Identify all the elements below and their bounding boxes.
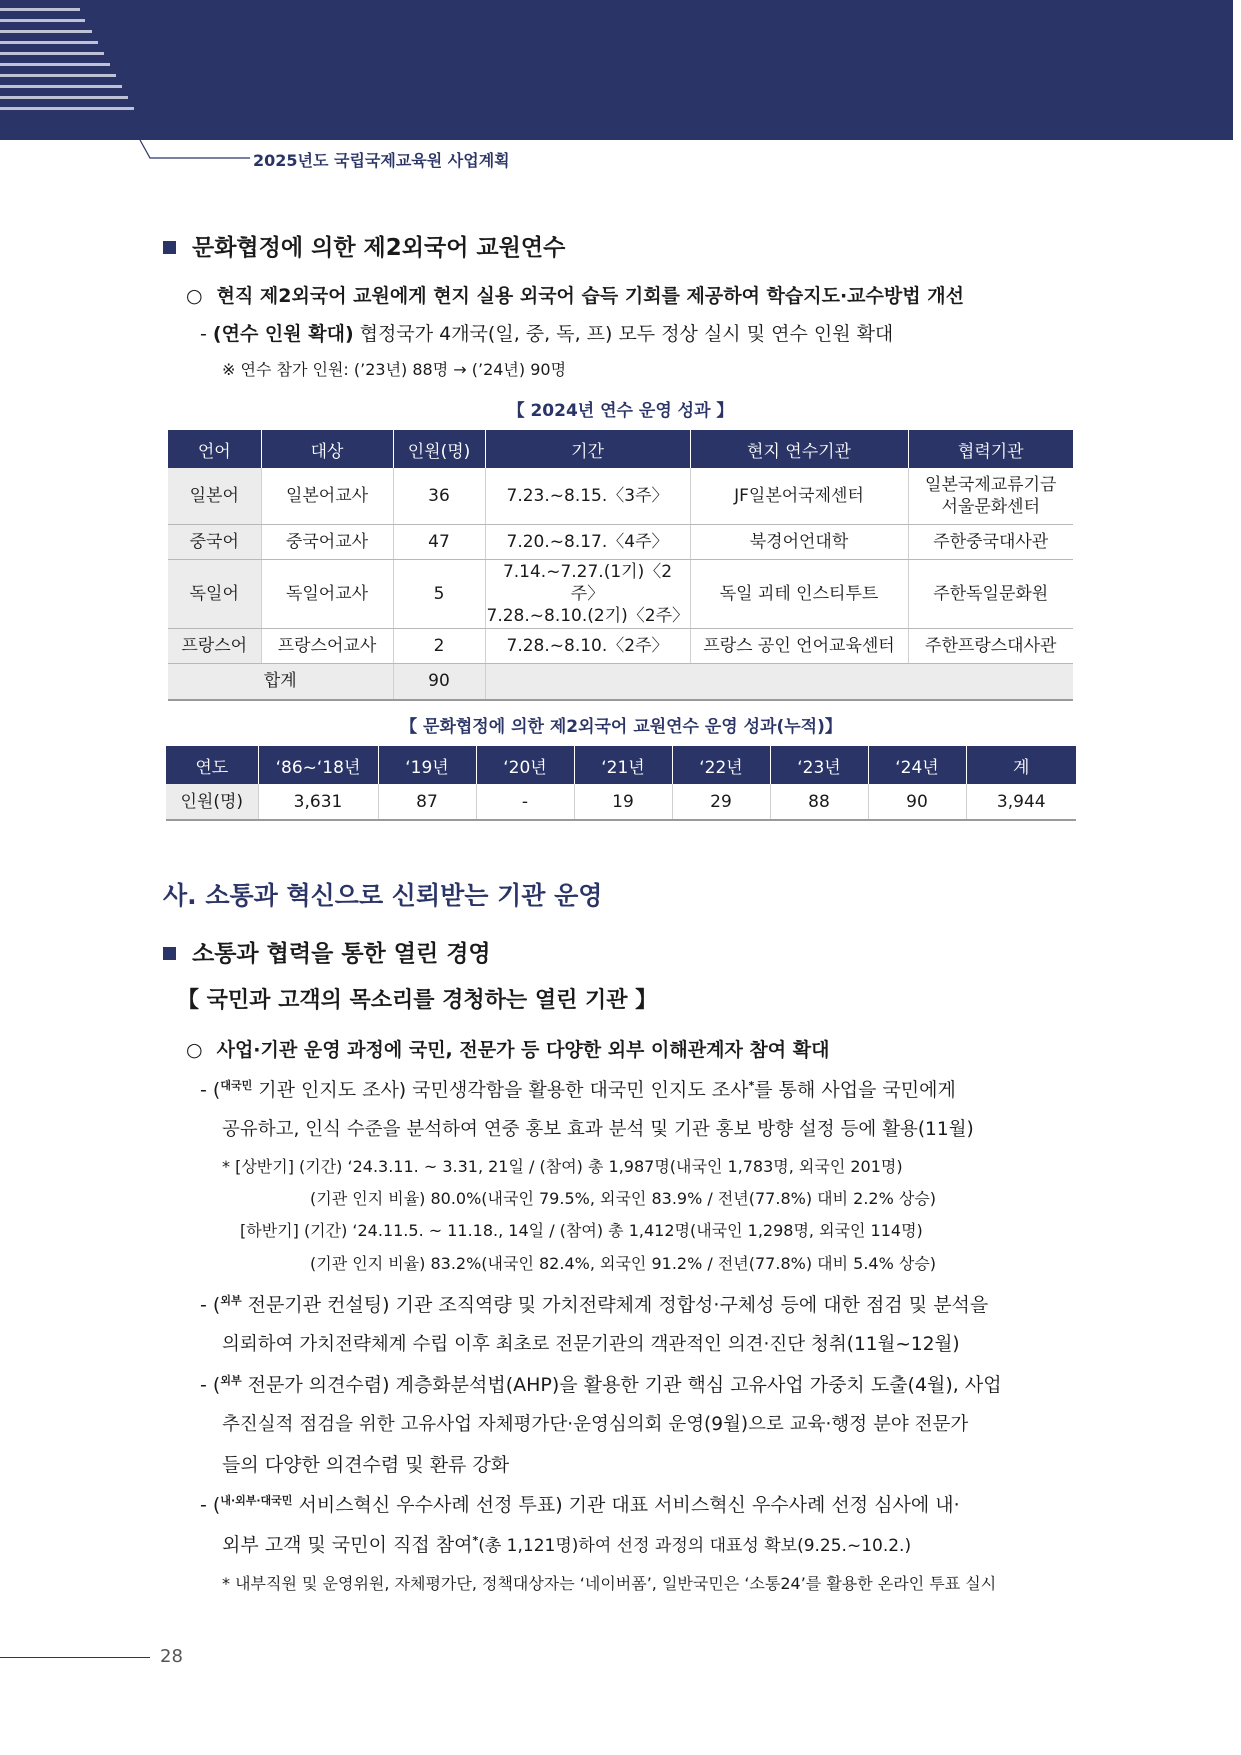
circle-bullet-icon: ○ — [186, 1039, 203, 1061]
cumulative-results-table — [166, 746, 1076, 821]
note: ※ 연수 참가 인원: (’23년) 88명 → (’24년) 90명 — [222, 360, 567, 379]
sub-item-cont: 추진실적 점검을 위한 고유사업 자체평가단·운영심의회 운영(9월)으로 교육·행정 분야 전문가 — [222, 1414, 969, 1435]
table-row: 중국어 중국어교사 47 7.20.~8.17.〈4주〉 북경어언대학 주한중국대사관 — [168, 524, 1073, 559]
table-caption: 【 문화협정에 의한 제2외국어 교원연수 운영 성과(누적)】 — [400, 717, 842, 737]
table-row: 인원(명) 3,631 87 - 19 29 88 90 3,944 — [166, 784, 1076, 820]
sub-item: - ($^{대국민}$ 기관 인지도 조사) 국민생각함을 활용한 대국민 인지도 조사*를 통해 사업을 국민에게 — [200, 1079, 956, 1101]
training-results-table — [168, 430, 1073, 701]
table-row: 프랑스어 프랑스어교사 2 7.28.~8.10.〈2주〉 프랑스 공인 언어교육센터 주한프랑스대사관 — [168, 628, 1073, 663]
sub-item: - ($^{내\cdot 외부\cdot 대국민}$ 서비스혁신 우수사례 선정 투표) 기관 대표 서비스혁신 우수사례 선정 심사에 내· — [200, 1494, 960, 1516]
header-divider — [0, 140, 250, 160]
bullet-item: ○ 사업·기관 운영 과정에 국민, 전문가 등 다양한 외부 이해관계자 참여 확대 — [186, 1039, 830, 1061]
sub-item: - (연수 인원 확대) 협정국가 4개국(일, 중, 독, 프) 모두 정상 실시 및 연수 인원 확대 — [200, 323, 894, 345]
table-row: 일본어 일본어교사 36 7.23.~8.15.〈3주〉 JF일본어국제센터 일본국제교류기금 서울문화센터 — [168, 468, 1073, 524]
sub-item-cont: 의뢰하여 가치전략체계 수립 이후 최초로 전문기관의 객관적인 의견·진단 청취(11월~12월) — [222, 1334, 960, 1355]
bullet-item: ○ 현직 제2외국어 교원에게 현지 실용 외국어 습득 기회를 제공하여 학습지도·교수방법 개선 — [186, 285, 964, 307]
banner-stripes — [0, 8, 134, 118]
square-bullet-icon — [163, 241, 176, 254]
sub-item-cont: 외부 고객 및 국민이 직접 참여*(총 1,121명)하여 선정 과정의 대표성 확보(9.25.~10.2.) — [222, 1534, 912, 1556]
section-title: 문화협정에 의한 제2외국어 교원연수 — [163, 229, 565, 262]
bracket-title: 【 국민과 고객의 목소리를 경청하는 열린 기관 】 — [177, 988, 658, 1013]
note: (기관 인지 비율) 83.2%(내국인 82.4%, 외국인 91.2% / 전년(77.8%) 대비 5.4% 상승) — [310, 1254, 937, 1273]
chapter-heading: 사. 소통과 혁신으로 신뢰받는 기관 운영 — [163, 881, 603, 910]
table-header-row: 언어 대상 인원(명) 기간 현지 연수기관 협력기관 — [168, 430, 1073, 468]
note: * [상반기] (기간) ‘24.3.11. ~ 3.31, 21일 / (참여) 총 1,987명(내국인 1,783명, 외국인 201명) — [222, 1157, 903, 1176]
table-header-row: 연도 ‘86~‘18년 ‘19년 ‘20년 ‘21년 ‘22년 ‘23년 ‘24년 계 — [166, 746, 1076, 784]
sub-item: - ($^{외부}$ 전문가 의견수렴) 계층화분석법(AHP)을 활용한 기관 핵심 고유사업 가중치 도출(4월), 사업 — [200, 1374, 1002, 1396]
table-row: 독일어 독일어교사 5 7.14.~7.27.(1기)〈2주〉 7.28.~8.10.(2기)〈2주〉 독일 괴테 인스티투트 주한독일문화원 — [168, 559, 1073, 628]
note: (기관 인지 비율) 80.0%(내국인 79.5%, 외국인 83.9% / 전년(77.8%) 대비 2.2% 상승) — [310, 1189, 937, 1208]
page-number: 28 — [160, 1646, 183, 1667]
note: * 내부직원 및 운영위원, 자체평가단, 정책대상자는 ‘네이버폼’, 일반국민은 ‘소통24’를 활용한 온라인 투표 실시 — [222, 1574, 997, 1593]
circle-bullet-icon: ○ — [186, 285, 203, 307]
square-bullet-icon — [163, 947, 176, 960]
section-title: 소통과 협력을 통한 열린 경영 — [163, 935, 491, 968]
header-banner — [0, 0, 1241, 140]
table-total-row: 합계 90 — [168, 663, 1073, 700]
sub-item-cont: 공유하고, 인식 수준을 분석하여 연중 홍보 효과 분석 및 기관 홍보 방향 설정 등에 활용(11월) — [222, 1119, 974, 1140]
sub-item-cont: 들의 다양한 의견수렴 및 환류 강화 — [222, 1454, 510, 1476]
table-caption: 【 2024년 연수 운영 성과 】 — [507, 401, 734, 421]
header-title: 2025년도 국립국제교육원 사업계획 — [253, 151, 510, 170]
sub-item: - ($^{외부}$ 전문기관 컨설팅) 기관 조직역량 및 가치전략체계 정합성·구체성 등에 대한 점검 및 분석을 — [200, 1294, 989, 1316]
note: [하반기] (기간) ‘24.11.5. ~ 11.18., 14일 / (참여) 총 1,412명(내국인 1,298명, 외국인 114명) — [240, 1221, 923, 1240]
footer-divider — [0, 1657, 150, 1658]
